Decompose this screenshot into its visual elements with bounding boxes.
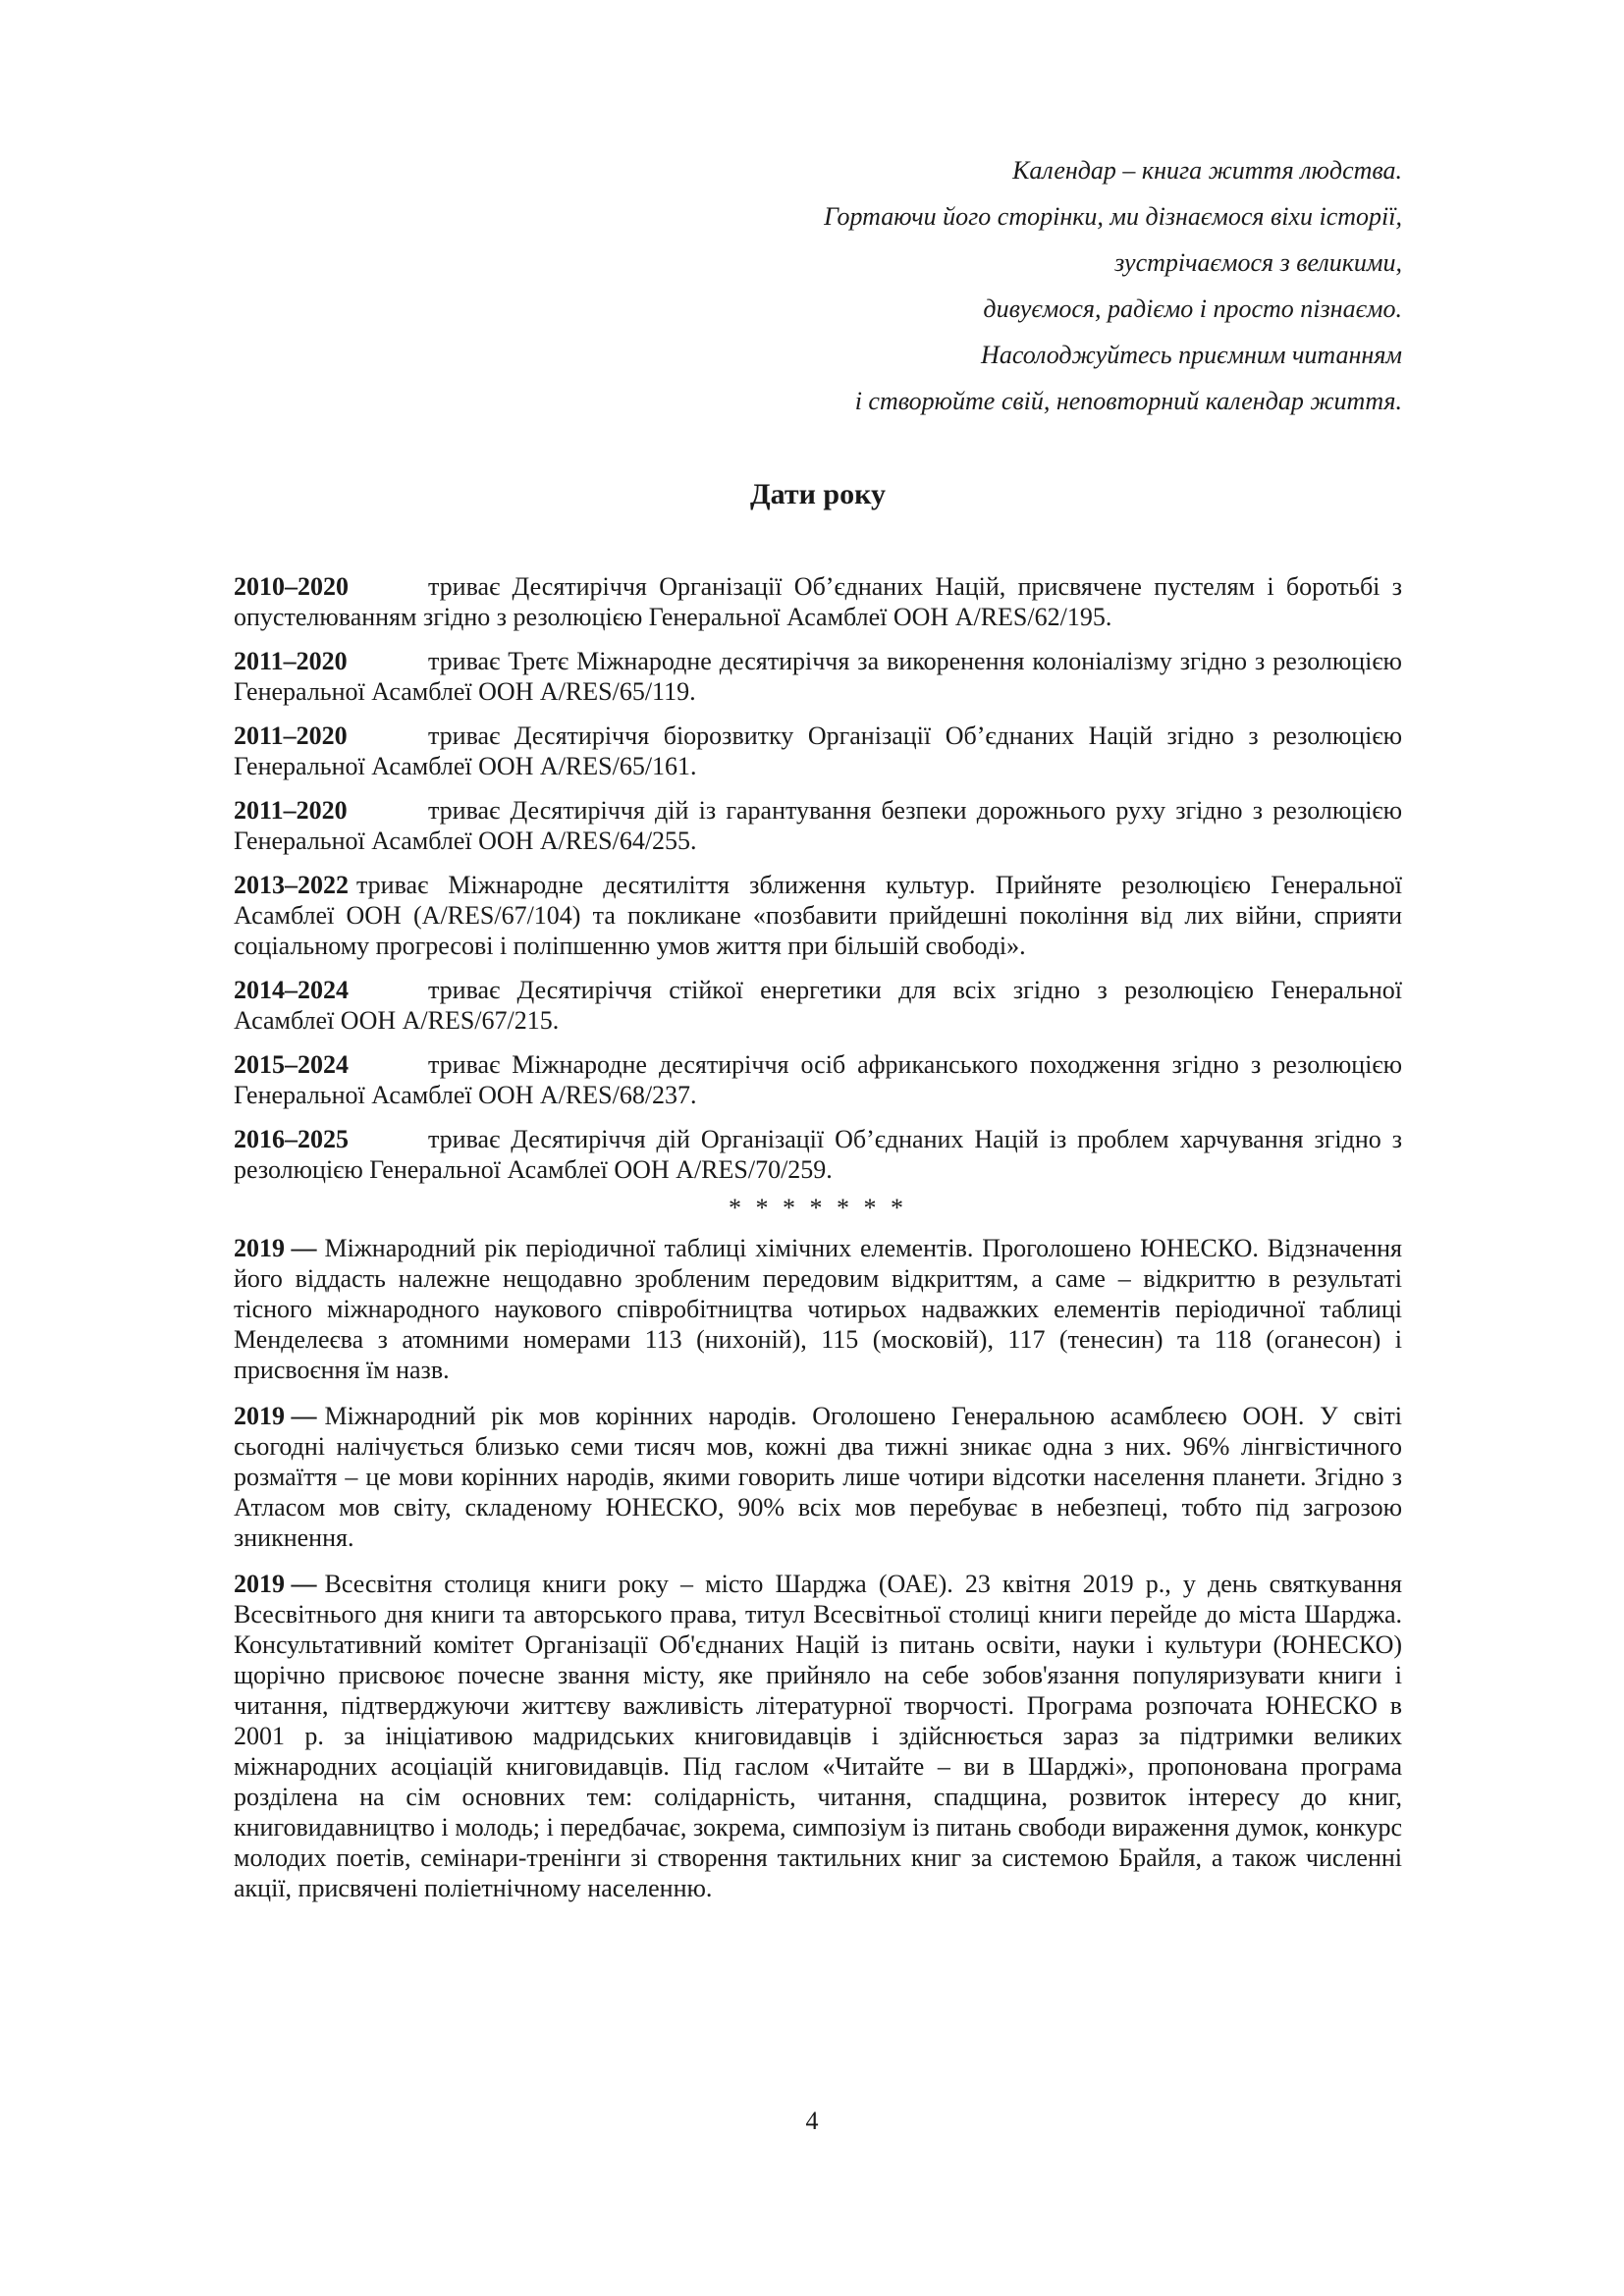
entry-text: триває Десятиріччя Організації Об’єднаних Націй, присвячене пустелям і боротьбі з опустелюванням згідно з резолюцією Генеральної Асамблеї ООН A/RES/62/195. [234, 572, 1402, 631]
epigraph [234, 147, 1402, 424]
section-separator: * * * * * * * [729, 1194, 907, 1222]
epigraph-line: зустрічаємося з великими, [1114, 248, 1402, 277]
entry-date: 2010–2020 [234, 572, 349, 601]
epigraph-line: дивуємося, радіємо і просто пізнаємо. [983, 294, 1402, 323]
event-entry [234, 1401, 1402, 1553]
entry-text: триває Міжнародне десятиліття зближення культур. Прийняте резолюцією Генеральної Асамблеї ООН (A/RES/67/104) та покликане «позбавити прийдешні покоління від лих війни, сприяти соціальному прогресові і поліпшенню умов життя при більшій свободі». [234, 871, 1402, 960]
entry-text: триває Міжнародне десятиріччя осіб африканського походження згідно з резолюцією Генеральної Асамблеї ООН A/RES/68/237. [234, 1050, 1402, 1109]
entry-text: Всесвітня столиця книги року – місто Шарджа (ОАЕ). 23 квітня 2019 р., у день святкування Всесвітнього дня книги та авторського права, титул Всесвітньої столиці книги перейде до міста Шарджа. Консультативний комітет Організації Об'єднаних Націй із питань освіти, науки і культури (ЮНЕСКО) щорічно присвоює почесне звання місту, яке прийняло на себе зобов'язання популяризувати книги і читання, підтверджуючи життєву важливість літературної творчості. Програма розпочата ЮНЕСКО в 2001 р. за ініціативою мадридських книговидавців і здійснюється зараз за підтримки великих міжнародних асоціацій книговидавців. Під гаслом «Читайте – ви в Шарджі», пропонована програма розділена на сім основних тем: солідарність, читання, спадщина, розвиток інтересу до книг, книговидавництво і молодь; і передбачає, зокрема, симпозіум із питань свободи вираження думок, конкурс молодих поетів, семінари-тренінги зі створення тактильних книг за системою Брайля, а також численні акції, присвячені поліетнічному населенню. [234, 1570, 1402, 1902]
entry-date: 2019 — [234, 1402, 317, 1430]
event-entry [234, 1569, 1402, 1903]
entry-text: триває Десятиріччя дій із гарантування безпеки дорожнього руху згідно з резолюцією Генеральної Асамблеї ООН A/RES/64/255. [234, 796, 1402, 855]
decade-entry [234, 646, 1402, 707]
entry-date: 2013–2022 [234, 871, 349, 899]
epigraph-line: і створюйте свій, неповторний календар життя. [854, 387, 1402, 415]
page-number: 4 [805, 2107, 819, 2135]
decade-entry [234, 795, 1402, 856]
entry-text: триває Третє Міжнародне десятиріччя за викоренення колоніалізму згідно з резолюцією Генеральної Асамблеї ООН A/RES/65/119. [234, 647, 1402, 706]
entry-date: 2019 — [234, 1570, 317, 1598]
decade-entry [234, 975, 1402, 1036]
entry-text: триває Десятиріччя стійкої енергетики для всіх згідно з резолюцією Генеральної Асамблеї ООН A/RES/67/215. [234, 976, 1402, 1035]
decade-entry [234, 571, 1402, 632]
decades-list [234, 571, 1402, 1185]
decade-entry [234, 1124, 1402, 1185]
entry-text: Міжнародний рік періодичної таблиці хімічних елементів. Проголошено ЮНЕСКО. Відзначення його віддасть належне нещодавно зробленим передовим відкриттям, а саме – відкриттю в результаті тісного міжнародного наукового співробітництва чотирьох надважких елементів періодичної таблиці Менделеєва з атомними номерами 113 (ниxоній), 115 (московій), 117 (тенесин) та 118 (оганесон) і присвоєння їм назв. [234, 1234, 1402, 1384]
decade-entry [234, 721, 1402, 781]
entry-date: 2015–2024 [234, 1050, 349, 1079]
decade-entry [234, 1049, 1402, 1110]
epigraph-line: Насолоджуйтесь приємним читанням [981, 341, 1402, 369]
entry-date: 2011–2020 [234, 721, 348, 750]
section-title: Дати року [750, 478, 886, 510]
epigraph-line: Гортаючи його сторінки, ми дізнаємося віхи історії, [824, 202, 1402, 231]
events-list [234, 1233, 1402, 1903]
document-page [234, 147, 1402, 1919]
entry-text: триває Десятиріччя біорозвитку Організації Об’єднаних Націй згідно з резолюцією Генеральної Асамблеї ООН A/RES/65/161. [234, 721, 1402, 780]
entry-date: 2016–2025 [234, 1125, 349, 1153]
entry-text: триває Десятиріччя дій Організації Об’єднаних Націй із проблем харчування згідно з резолюцією Генеральної Асамблеї ООН A/RES/70/259. [234, 1125, 1402, 1184]
entry-text: Міжнародний рік мов корінних народів. Оголошено Генеральною асамблеєю ООН. У світі сьогодні налічується близько семи тисяч мов, кожні два тижні зникає одна з них. 96% лінгвістичного розмаїття – це мови корінних народів, якими говорить лише чотири відсотки населення планети. Згідно з Атласом мов світу, складеному ЮНЕСКО, 90% всіх мов перебуває в небезпеці, тобто під загрозою зникнення. [234, 1402, 1402, 1552]
entry-date: 2014–2024 [234, 976, 349, 1004]
epigraph-line: Календар – книга життя людства. [1012, 156, 1402, 185]
entry-date: 2011–2020 [234, 796, 348, 825]
entry-date: 2011–2020 [234, 647, 348, 675]
entry-date: 2019 — [234, 1234, 317, 1262]
event-entry [234, 1233, 1402, 1385]
decade-entry [234, 870, 1402, 961]
